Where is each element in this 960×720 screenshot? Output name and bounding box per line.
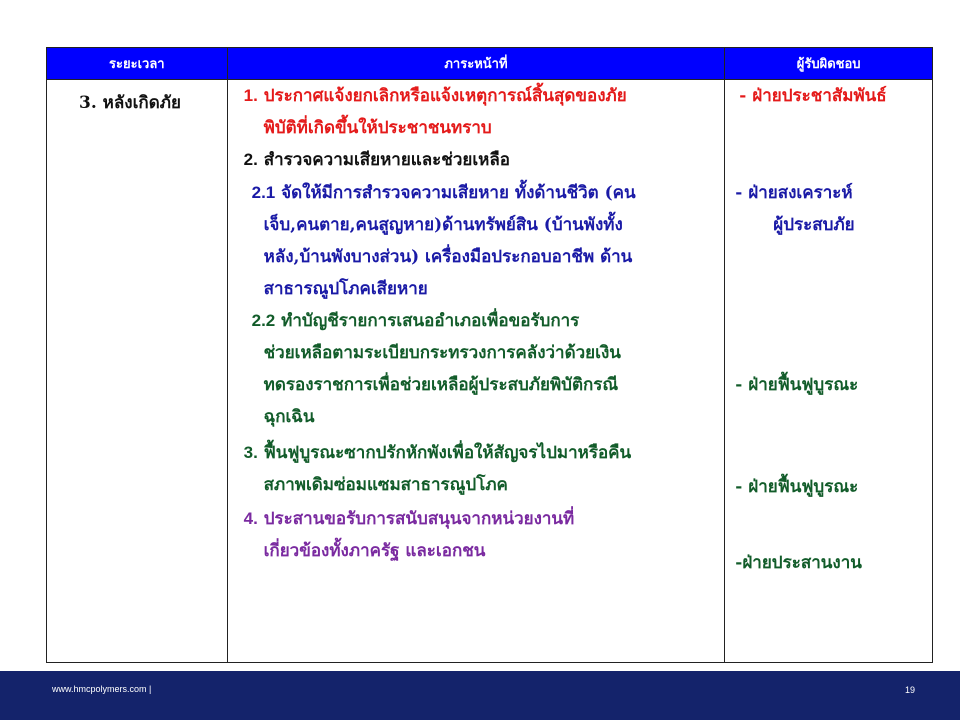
responsible-coordination: -ฝ่ายประสานงาน (735, 553, 862, 573)
duty-2-1-line-2: เจ็บ,คนตาย,คนสูญหาย)ด้านทรัพย์สิน (บ้านพังทั้ง (263, 215, 623, 235)
table-row (47, 80, 933, 663)
duty-4-line-1: 4. ประสานขอรับการสนับสนุนจากหน่วยงานที่ (243, 509, 575, 529)
table-header-row (47, 48, 933, 80)
footer-bar (0, 671, 960, 720)
duty-3-line-2: สภาพเดิมซ่อมแซมสาธารณูปโภค (263, 475, 508, 495)
duty-2-2-line-3: ทดรองราชการเพื่อช่วยเหลือผู้ประสบภัยพิบัติกรณี (263, 375, 619, 395)
duty-2-1-line-3: หลัง,บ้านพังบางส่วน) เครื่องมือประกอบอาชีพ ด้าน (263, 247, 633, 267)
duty-2-1-line-4: สาธารณูปโภคเสียหาย (263, 279, 428, 299)
duty-1-line-2: พิบัติที่เกิดขึ้นให้ประชาชนทราบ (263, 118, 492, 138)
duty-2-1-number: 2.1 (251, 183, 276, 202)
footer-url: www.hmcpolymers.com | (52, 684, 152, 694)
header-responsible: ผู้รับผิดชอบ (725, 48, 933, 80)
responsible-rehab-1: - ฝ่ายฟื้นฟูบูรณะ (735, 375, 859, 395)
duty-4-number: 4. (243, 509, 258, 528)
header-period: ระยะเวลา (47, 48, 228, 80)
responsible-relief-line-1: - ฝ่ายสงเคราะห์ (735, 183, 853, 203)
duty-4-line-2: เกี่ยวข้องทั้งภาครัฐ และเอกชน (263, 541, 486, 561)
responsible-relief-line-2: ผู้ประสบภัย (773, 215, 855, 235)
duty-3-line-1: 3. ฟื้นฟูบูรณะซากปรักหักพังเพื่อให้สัญจรไปมาหรือคืน (243, 443, 632, 463)
responsible-rehab-2: - ฝ่ายฟื้นฟูบูรณะ (735, 477, 859, 497)
header-duty: ภาระหน้าที่ (227, 48, 725, 80)
duty-1-number: 1. (243, 86, 258, 105)
duty-2-2-line-1: 2.2 ทำบัญชีรายการเสนออำเภอเพื่อขอรับการ (251, 311, 580, 331)
duty-2-2-line-4: ฉุกเฉิน (263, 407, 315, 427)
responsibility-table (46, 47, 933, 663)
duty-3-number: 3. (243, 443, 258, 462)
duty-2-2-number: 2.2 (251, 311, 276, 330)
period-label: 3. หลังเกิดภัย (79, 93, 181, 113)
duty-2-line-1: 2. สำรวจความเสียหายและช่วยเหลือ (243, 150, 510, 170)
responsible-cell (725, 80, 933, 663)
duty-cell (227, 80, 725, 663)
page-number: 19 (904, 685, 915, 695)
responsible-pr: - ฝ่ายประชาสัมพันธ์ (739, 86, 887, 106)
duty-1-line-1: 1. ประกาศแจ้งยกเลิกหรือแจ้งเหตุการณ์สิ้นสุดของภัย (243, 86, 627, 106)
duty-2-2-line-2: ช่วยเหลือตามระเบียบกระทรวงการคลังว่าด้วยเงิน (263, 343, 621, 363)
duty-2-number: 2. (243, 150, 258, 169)
duty-2-1-line-1: 2.1 จัดให้มีการสำรวจความเสียหาย ทั้งด้านชีวิต (คน (251, 183, 636, 203)
period-cell (47, 80, 228, 663)
